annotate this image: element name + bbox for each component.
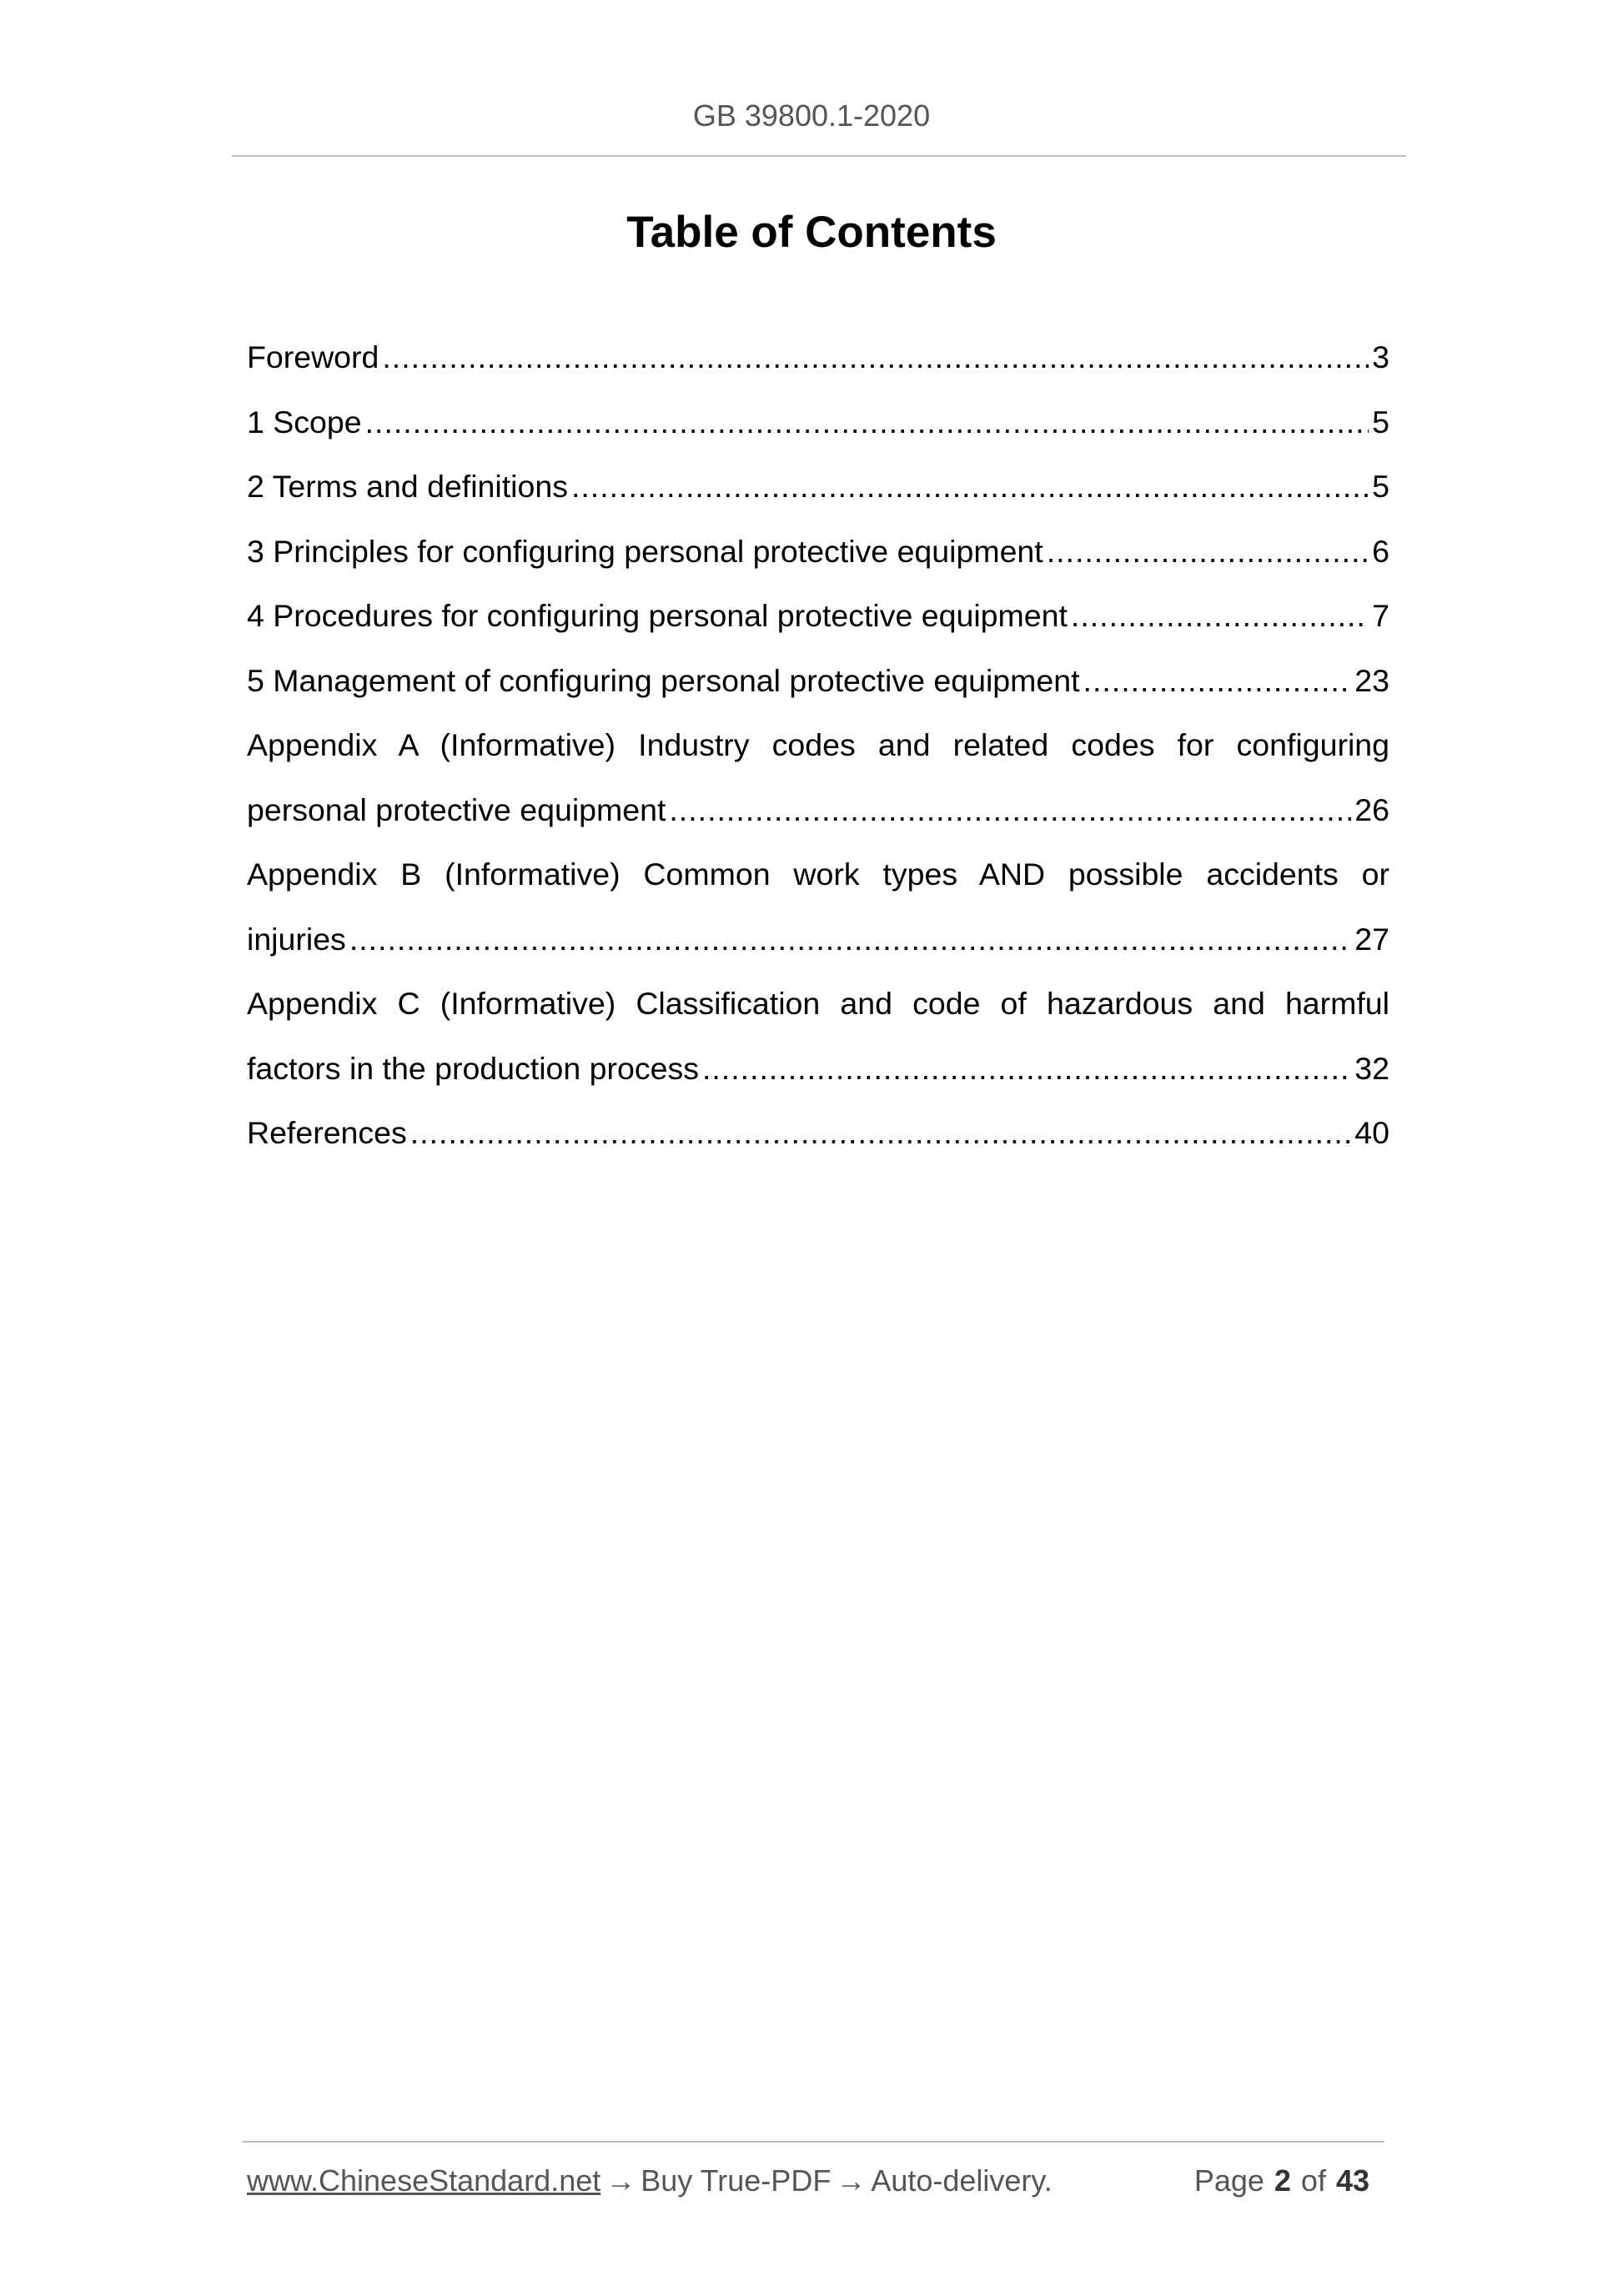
toc-entry-label: 3 Principles for configuring personal protective equipment	[247, 533, 1043, 569]
dot-leader	[702, 1037, 1351, 1102]
page-footer	[247, 2163, 1379, 2198]
footer-divider	[242, 2141, 1384, 2143]
dot-leader	[349, 907, 1351, 972]
toc-entry-label: Appendix B (Informative) Common work types AND possible accidents or	[247, 857, 1389, 892]
toc-entry-label: 5 Management of configuring personal protective equipment	[247, 662, 1080, 698]
toc-entry-label-continued: injuries	[247, 921, 346, 957]
dot-leader	[365, 390, 1369, 455]
toc-entry-appendix-a[interactable]	[247, 713, 1389, 842]
toc-entry-label: 2 Terms and definitions	[247, 469, 568, 504]
page-indicator	[1194, 2163, 1379, 2198]
site-link[interactable]: www.ChineseStandard.net	[247, 2163, 601, 2198]
toc-entry-label-continued: personal protective equipment	[247, 791, 666, 827]
dot-leader	[571, 455, 1369, 520]
dot-leader	[382, 325, 1369, 390]
footer-promo	[247, 2163, 1053, 2198]
page-title: Table of Contents	[626, 208, 997, 257]
toc-entry-management[interactable]	[247, 649, 1389, 714]
dot-leader	[1047, 520, 1369, 585]
buy-text: Buy True-PDF	[641, 2163, 832, 2198]
toc-page-number: 27	[1354, 921, 1389, 957]
toc-entry-appendix-b[interactable]	[247, 842, 1389, 972]
toc-entry-label: Foreword	[247, 339, 379, 374]
toc-entry-label: Appendix C (Informative) Classification and code of hazardous and harmful	[247, 986, 1389, 1021]
of-label: of	[1300, 2163, 1326, 2198]
dot-leader	[1071, 584, 1369, 649]
toc-page-number: 26	[1354, 791, 1389, 827]
toc-page-number: 7	[1372, 598, 1389, 633]
toc-page-number: 3	[1372, 339, 1389, 374]
toc-page-number: 5	[1372, 404, 1389, 440]
toc-entry-label: References	[247, 1115, 407, 1150]
document-header-id: GB 39800.1-2020	[692, 98, 931, 133]
toc-page-number: 40	[1354, 1115, 1389, 1150]
dot-leader	[1083, 649, 1352, 714]
toc-page-number: 23	[1354, 662, 1389, 698]
toc-entry-references[interactable]	[247, 1101, 1389, 1166]
toc-entry-principles[interactable]	[247, 520, 1389, 585]
toc-entry-label: 1 Scope	[247, 404, 362, 440]
dot-leader	[410, 1101, 1352, 1166]
toc-page-number: 6	[1372, 533, 1389, 569]
delivery-text: Auto-delivery.	[871, 2163, 1053, 2198]
page-label: Page	[1193, 2163, 1264, 2198]
toc-page-number: 32	[1354, 1050, 1389, 1086]
toc-entry-terms[interactable]	[247, 455, 1389, 520]
table-of-contents	[247, 325, 1389, 1166]
header-divider	[232, 155, 1406, 157]
toc-entry-scope[interactable]	[247, 390, 1389, 455]
arrow-right-icon: →	[605, 2163, 636, 2198]
toc-entry-label: 4 Procedures for configuring personal protective equipment	[247, 598, 1068, 633]
toc-entry-label: Appendix A (Informative) Industry codes and related codes for configuring	[247, 727, 1389, 762]
dot-leader	[669, 778, 1351, 843]
toc-page-number: 5	[1372, 469, 1389, 504]
page-current: 2	[1274, 2163, 1291, 2198]
toc-entry-procedures[interactable]	[247, 584, 1389, 649]
toc-entry-foreword[interactable]	[247, 325, 1389, 390]
arrow-right-icon: →	[836, 2163, 867, 2198]
toc-entry-label-continued: factors in the production process	[247, 1050, 699, 1086]
toc-entry-appendix-c[interactable]	[247, 972, 1389, 1101]
page-total: 43	[1335, 2163, 1369, 2198]
